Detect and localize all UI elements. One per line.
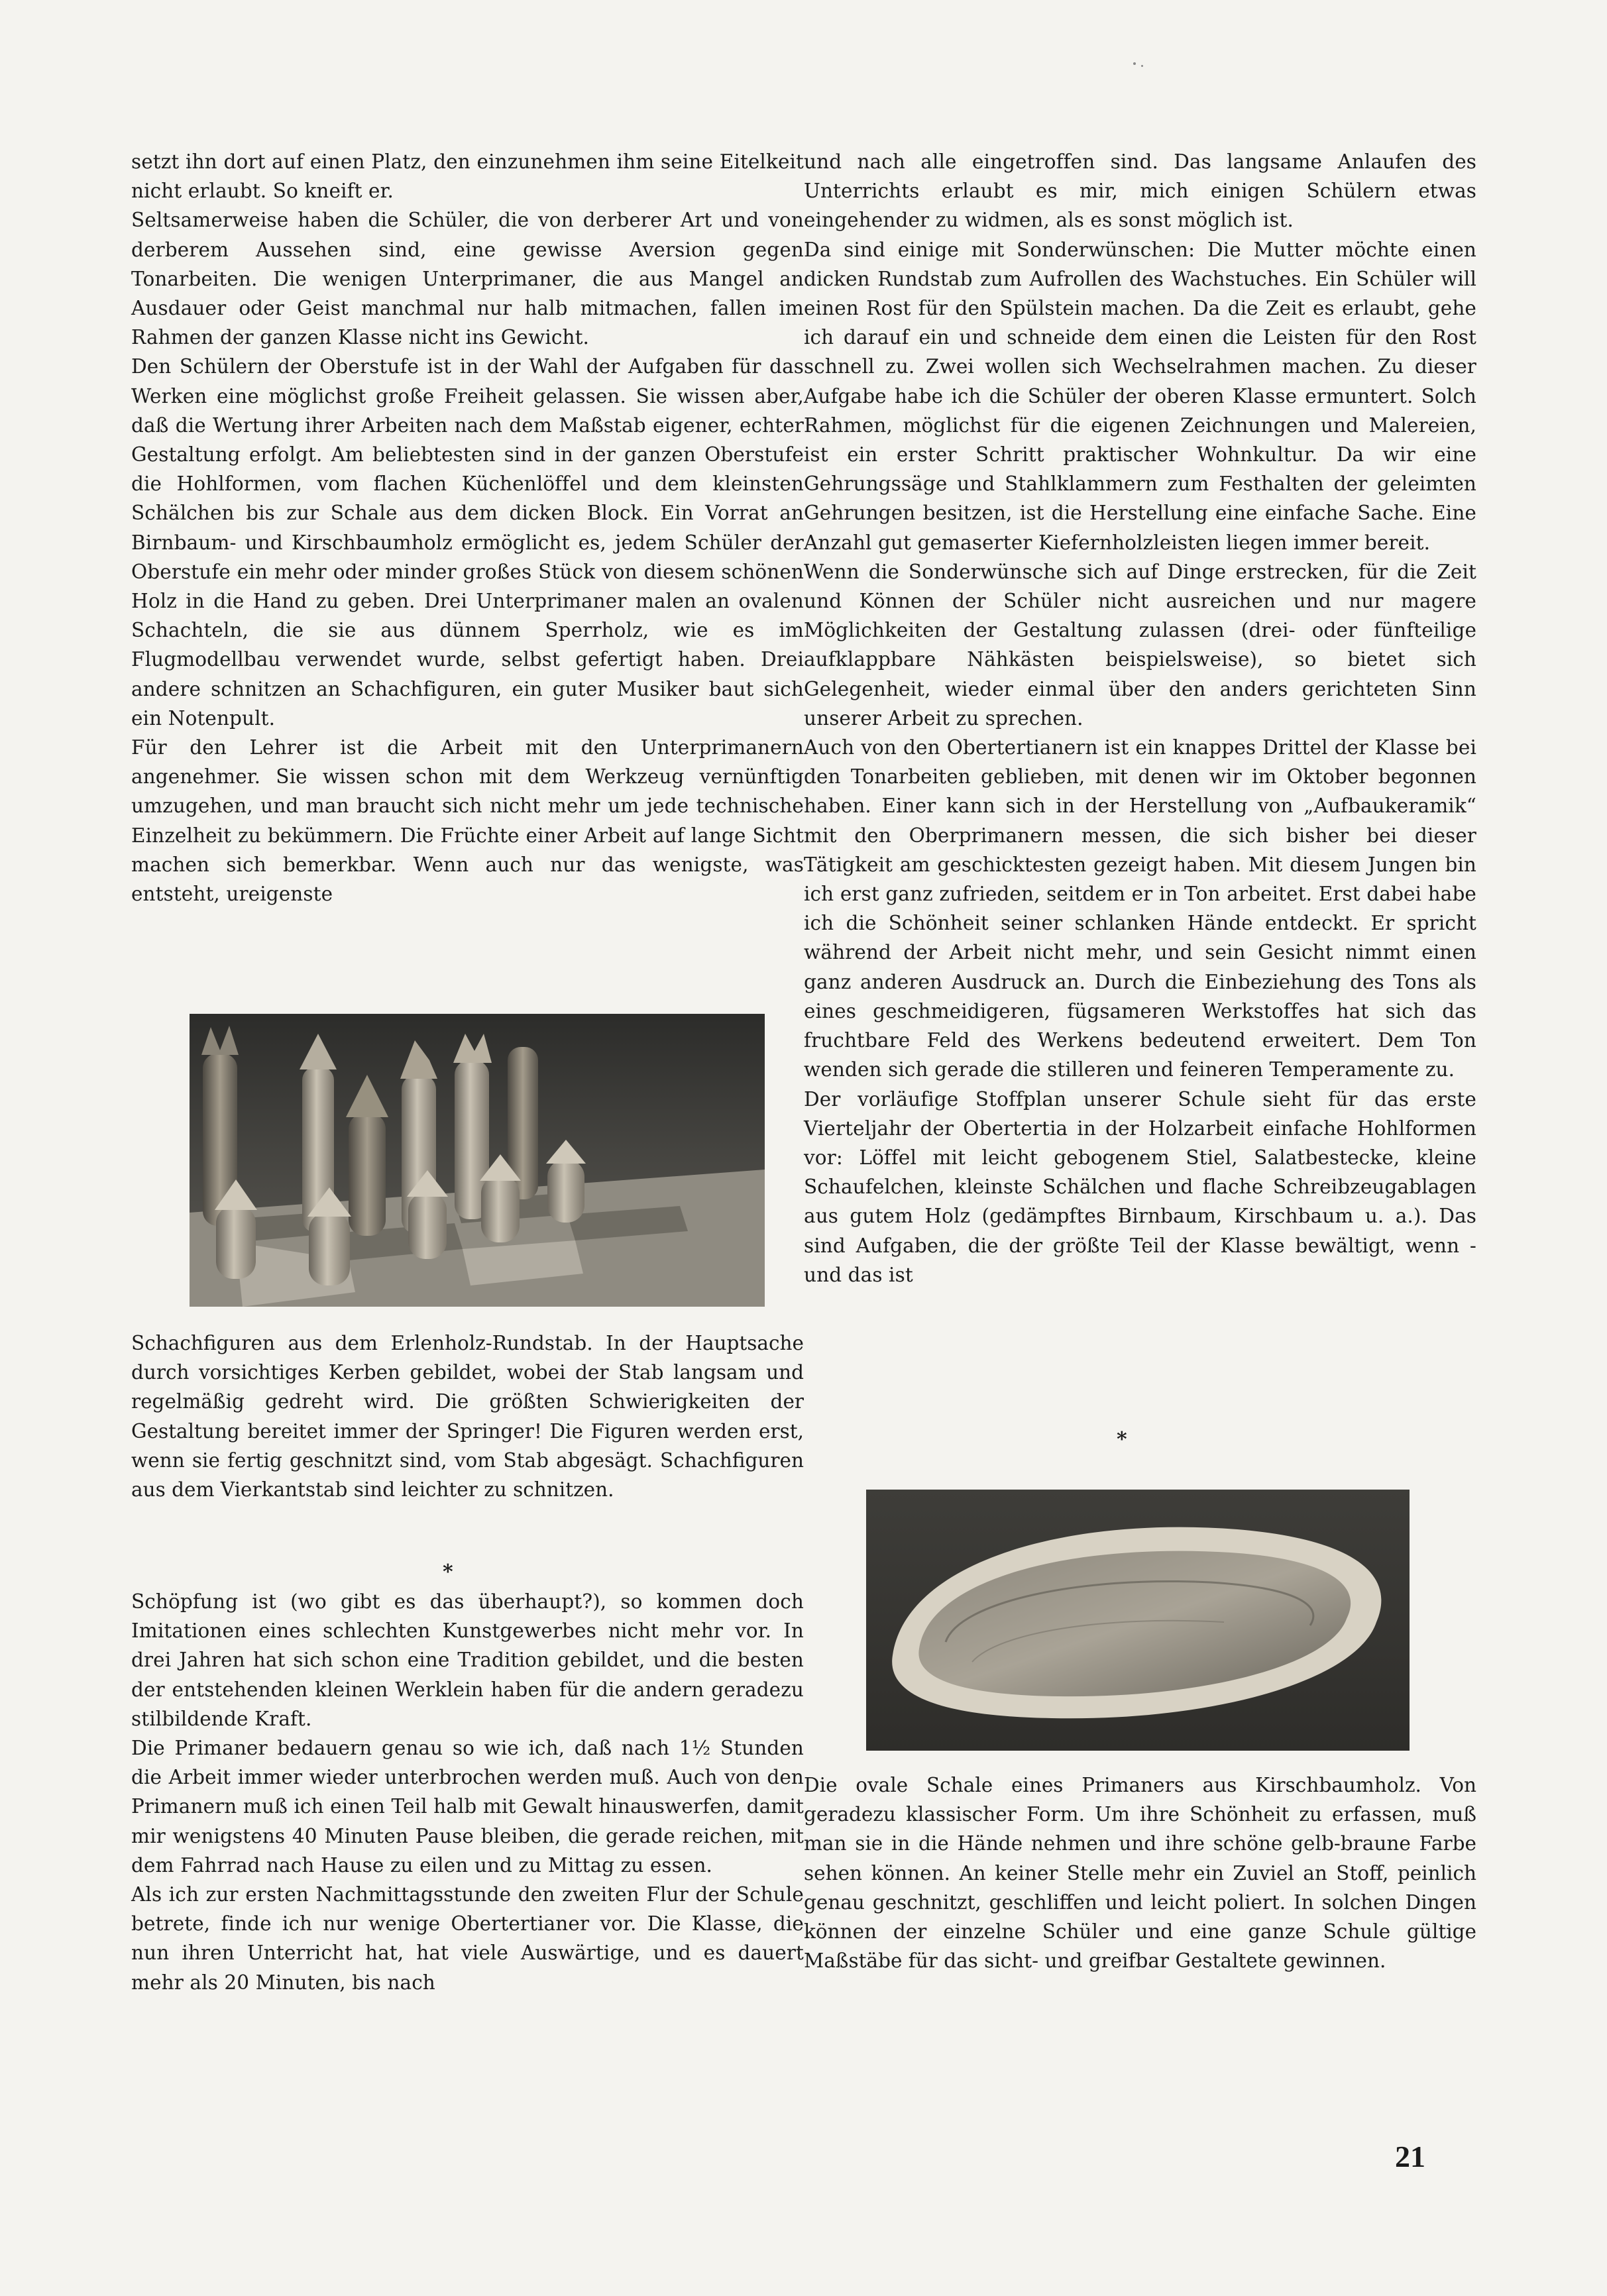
left-text-block-2 [131, 1587, 804, 1997]
chess-caption [131, 1329, 804, 1504]
caption-text: Die ovale Schale eines Primaners aus Kirschbaumholz. Von geradezu klassischer Form. Um ihre Schönheit zu erfassen, muß man sie in die Hände nehmen und ihre schöne gelb-braune Farbe sehen können. An keiner Stelle mehr ein Zuviel an Stoff, peinlich genau geschnitzt, geschliffen und leicht poliert. In solchen Dingen können der einzelne Schüler und eine ganze Schule gültige Maßstäbe für das sicht- und greifbar Gestaltete gewinnen. [804, 1774, 1476, 1973]
paragraph: Den Schülern der Oberstufe ist in der Wahl der Aufgaben für das Werken eine möglichst große Freiheit gelassen. Sie wissen aber, daß die Wertung ihrer Arbeiten nach dem Maßstab eigener, echter Gestaltung erfolgt. Am beliebtesten sind in der ganzen Oberstufe die Hohlformen, vom flachen Küchenlöffel und dem kleinsten Schälchen bis zur Schale aus dem dicken Block. Ein Vorrat an Birnbaum- und Kirschbaumholz ermöglicht es, jedem Schüler der Oberstufe ein mehr oder minder großes Stück von diesem schönen Holz in die Hand zu geben. Drei Unterprimaner malen an ovalen Schachteln, die sie aus dünnem Sperrholz, wie es im Flugmodellbau verwendet wurde, selbst gefertigt haben. Drei andere schnitzen an Schachfiguren, ein guter Musiker baut sich ein Notenpult. [131, 355, 804, 730]
section-separator: * [443, 1560, 453, 1584]
paragraph: Die Primaner bedauern genau so wie ich, daß nach 1½ Stunden die Arbeit immer wieder unterbrochen werden muß. Auch von den Primanern muß ich einen Teil halb mit Gewalt hinauswerfen, damit mir wenigstens 40 Minuten Pause bleiben, die gerade reichen, mit dem Fahrrad nach Hause zu eilen und zu Mittag zu essen. [131, 1737, 804, 1877]
right-text-block-1 [804, 147, 1476, 1289]
paragraph: Auch von den Obertertianern ist ein knappes Drittel der Klasse bei den Tonarbeiten geblieben, mit denen wir im Oktober begonnen haben. Einer kann sich in der Herstellung von „Aufbaukeramik“ mit den Oberprimanern messen, die sich bisher bei dieser Tätigkeit am geschicktesten gezeigt haben. Mit diesem Jungen bin ich erst ganz zufrieden, seitdem er in Ton arbeitet. Erst dabei habe ich die Schönheit seiner schlanken Hände entdeckt. Er spricht während der Arbeit nicht mehr, und sein Gesicht nimmt einen ganz anderen Ausdruck an. Durch die Einbeziehung des Tons als eines geschmeidigeren, fügsameren Werkstoffes hat sich das fruchtbare Feld des Werkens bedeutend erweitert. Dem Ton wenden sich gerade die stilleren und feineren Temperamente zu. [804, 736, 1476, 1081]
paragraph: Wenn die Sonderwünsche sich auf Dinge erstrecken, für die Zeit und Können der Schüler nicht ausreichen und nur magere Möglichkeiten der Gestaltung zulassen (drei- oder fünfteilige aufklappbare Nähkästen beispielsweise), so bietet sich Gelegenheit, wieder einmal über den anders gerichteten Sinn unserer Arbeit zu sprechen. [804, 560, 1476, 730]
print-speck [1141, 65, 1143, 67]
chess-pieces-illustration [190, 1014, 765, 1307]
paragraph: setzt ihn dort auf einen Platz, den einzunehmen ihm seine Eitelkeit nicht erlaubt. So kneift er. [131, 150, 804, 203]
section-separator: * [1117, 1428, 1127, 1451]
chess-pieces-photo [190, 1014, 765, 1307]
paragraph: Für den Lehrer ist die Arbeit mit den Unterprimanern angenehmer. Sie wissen schon mit dem Werkzeug vernünftig umzugehen, und man braucht sich nicht mehr um jede technische Einzelheit zu bekümmern. Die Früchte einer Arbeit auf lange Sicht machen sich bemerkbar. Wenn auch nur das wenigste, was entsteht, ureigenste [131, 736, 804, 906]
oval-bowl-illustration [866, 1490, 1410, 1751]
paragraph: und nach alle eingetroffen sind. Das langsame Anlaufen des Unterrichts erlaubt es mir, mich einigen Schülern etwas eingehender zu widmen, als es sonst möglich ist. [804, 150, 1476, 232]
left-text-block-1 [131, 147, 804, 908]
paragraph: Seltsamerweise haben die Schüler, die von derberer Art und von derberem Aussehen sind, eine gewisse Aversion gegen Tonarbeiten. Die wenigen Unterprimaner, die aus Mangel an Ausdauer oder Geist manchmal nur halb mitmachen, fallen im Rahmen der ganzen Klasse nicht ins Gewicht. [131, 209, 804, 349]
paragraph: Schöpfung ist (wo gibt es das überhaupt?), so kommen doch Imitationen eines schlechten Kunstgewerbes nicht mehr vor. In drei Jahren hat sich schon eine Tradition gebildet, und die besten der entstehenden kleinen Werklein haben für die andern geradezu stilbildende Kraft. [131, 1590, 804, 1730]
oval-bowl-photo [866, 1490, 1410, 1751]
paragraph: Der vorläufige Stoffplan unserer Schule sieht für das erste Vierteljahr der Obertertia in der Holzarbeit einfache Hohlformen vor: Löffel mit leicht gebogenem Stiel, Salatbestecke, kleine Schaufelchen, kleinste Schälchen und flache Schreibzeugablagen aus gutem Holz (gedämpftes Birnbaum, Kirschbaum u. a.). Das sind Aufgaben, die der größte Teil der Klasse bewältigt, wenn - und das ist [804, 1087, 1476, 1286]
print-speck [1133, 62, 1136, 65]
bowl-caption [804, 1771, 1476, 1975]
paragraph: Als ich zur ersten Nachmittagsstunde den zweiten Flur der Schule betrete, finde ich nur wenige Obertertianer vor. Die Klasse, die nun ihren Unterricht hat, hat viele Auswärtige, und es dauert mehr als 20 Minuten, bis nach [131, 1883, 804, 1994]
paragraph: Da sind einige mit Sonderwünschen: Die Mutter möchte einen dicken Rundstab zum Aufrollen des Wachstuches. Ein Schüler will einen Rost für den Spülstein machen. Da die Zeit es erlaubt, gehe ich darauf ein und schneide dem einen die Leisten für den Rost schnell zu. Zwei wollen sich Wechselrahmen machen. Zu dieser Aufgabe habe ich die Schüler der oberen Klasse ermuntert. Solch Rahmen, möglichst für die eigenen Zeichnungen und Malereien, ist ein erster Schritt praktischer Wohnkultur. Da wir eine Gehrungssäge und Stahlklammern zum Festhalten der geleimten Gehrungen besitzen, ist die Herstellung eine einfache Sache. Eine Anzahl gut gemaserter Kiefernholzleisten liegen immer bereit. [804, 238, 1476, 554]
caption-text: Schachfiguren aus dem Erlenholz-Rundstab. In der Hauptsache durch vorsichtiges Kerben gebildet, wobei der Stab langsam und regelmäßig gedreht wird. Die größten Schwierigkeiten der Gestaltung bereitet immer der Springer! Die Figuren werden erst, wenn sie fertig geschnitzt sind, vom Stab abgesägt. Schachfiguren aus dem Vierkantstab sind leichter zu schnitzen. [131, 1332, 804, 1502]
page-number: 21 [1395, 2140, 1425, 2173]
